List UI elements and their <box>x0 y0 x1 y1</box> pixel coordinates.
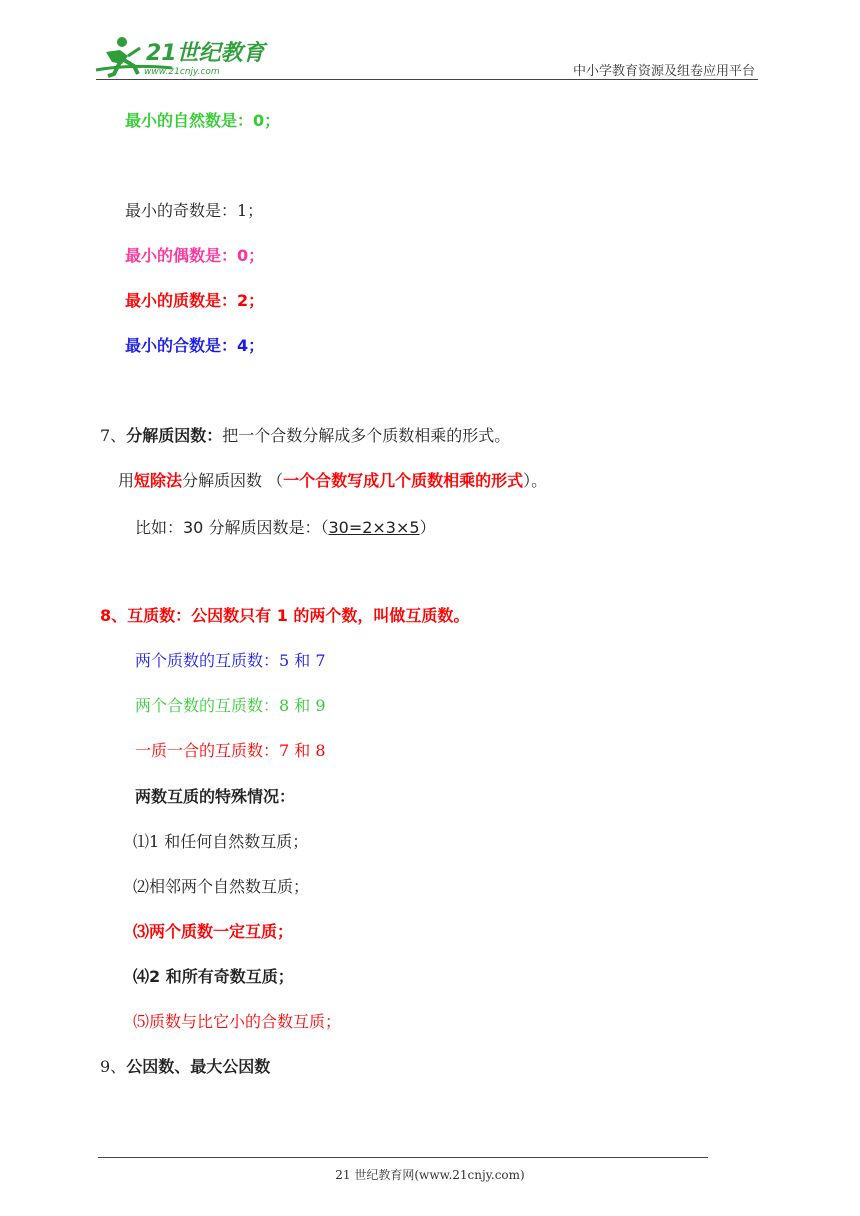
case-1-line: ⑴1 和任何自然数互质； <box>133 832 309 851</box>
example-end: ） <box>419 518 436 537</box>
min-prime-line: 最小的质数是：2； <box>125 291 265 310</box>
special-cases-title: 两数互质的特殊情况： <box>135 787 296 806</box>
case-4-line: ⑷2 和所有奇数互质； <box>133 967 294 986</box>
method-end: ）。 <box>523 471 548 490</box>
example-formula: 30=2×3×5 <box>328 518 420 537</box>
min-odd-line: 最小的奇数是：1； <box>125 201 264 220</box>
example-line <box>135 517 436 539</box>
example-pre: 比如：30 分解质因数是：（ <box>135 518 329 537</box>
method-term: 短除法 <box>134 471 183 490</box>
section-7-term: 分解质因数： <box>126 426 223 445</box>
prime-composite-line: 一质一合的互质数：7 和 8 <box>135 741 326 760</box>
min-natural-line: 最小的自然数是：0； <box>125 111 281 130</box>
section-7-number: 7、 <box>100 426 127 445</box>
footer-divider <box>98 1157 708 1158</box>
method-paren-text: 一个合数写成几个质数相乘的形式 <box>283 471 524 490</box>
min-composite-line: 最小的合数是：4； <box>125 336 265 355</box>
section-7-desc: 把一个合数分解成多个质数相乘的形式。 <box>222 426 511 445</box>
section-9-term: 公因数、最大公因数 <box>126 1057 271 1076</box>
header-platform-text: 中小学教育资源及组卷应用平台 <box>572 64 755 79</box>
method-line <box>118 470 547 492</box>
section-8-line: 8、互质数：公因数只有 1 的两个数，叫做互质数。 <box>100 606 470 625</box>
header-divider <box>96 79 758 80</box>
method-mid: 分解质因数 （ <box>182 471 284 490</box>
section-7-line <box>100 425 510 447</box>
logo-title: 21世纪教育 <box>146 41 265 66</box>
site-logo <box>92 34 272 80</box>
case-3-line: ⑶两个质数一定互质； <box>133 922 294 941</box>
section-9-number: 9、 <box>100 1057 127 1076</box>
min-even-line: 最小的偶数是：0； <box>125 246 265 265</box>
case-2-line: ⑵相邻两个自然数互质； <box>133 877 310 896</box>
two-primes-line: 两个质数的互质数：5 和 7 <box>135 651 326 670</box>
two-composites-line: 两个合数的互质数：8 和 9 <box>135 696 326 715</box>
logo-url: www.21cnjy.com <box>144 67 220 77</box>
section-9-line <box>100 1056 270 1078</box>
case-5-line: ⑸质数与比它小的合数互质； <box>133 1012 342 1031</box>
method-pre: 用 <box>118 471 135 490</box>
footer-text: 21 世纪教育网(www.21cnjy.com) <box>335 1168 525 1182</box>
